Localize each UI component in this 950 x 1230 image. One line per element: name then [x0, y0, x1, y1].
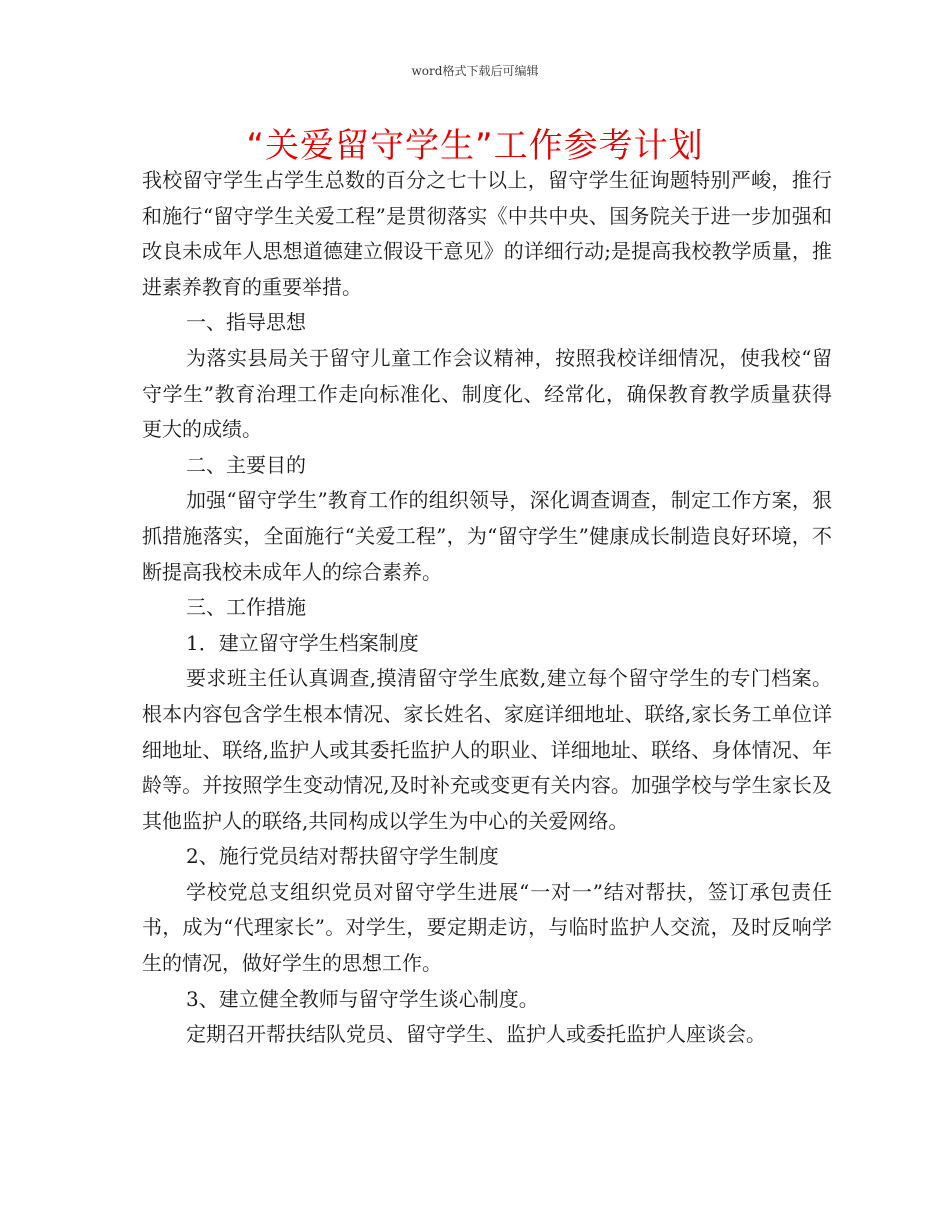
- section-heading-main-goal: 二、主要目的: [186, 452, 306, 477]
- paragraph-archive-system: 要求班主任认真调查,摸清留守学生底数,建立每个留守学生的专门档案。根本内容包含学生根本情况、家长姓名、家庭详细地址、联络,家长务工单位详细地址、联络,监护人或其委托监护人的职业、详细地址、联络、身体情况、年龄等。并按照学生变动情况,及时补充或变更有关内容。加强学校与学生家长及其他监护人的联络,共同构成以学生为中心的关爱网络。: [142, 666, 832, 833]
- header-note: word格式下载后可编辑: [411, 64, 539, 78]
- subheading-party-member-pairing: 2、施行党员结对帮扶留守学生制度: [186, 844, 499, 869]
- subheading-teacher-talks: 3、建立健全教师与留守学生谈心制度。: [186, 986, 539, 1011]
- paragraph-main-goal: 加强“留守学生”教育工作的组织领导，深化调查调查，制定工作方案，狠抓措施落实，全面施行“关爱工程”，为“留守学生”健康成长制造良好环境，不断提高我校未成年人的综合素养。: [142, 488, 832, 584]
- section-heading-measures: 三、工作措施: [186, 595, 306, 620]
- intro-paragraph: 我校留守学生占学生总数的百分之七十以上，留守学生征询题特别严峻，推行和施行“留守学生关爱工程”是贯彻落实《中共中央、国务院关于进一步加强和改良未成年人思想道德建立假设干意见》的详细行动;是提高我校教学质量，推进素养教育的重要举措。: [142, 168, 832, 299]
- paragraph-party-member-pairing: 学校党总支组织党员对留守学生进展“一对一”结对帮扶，签订承包责任书，成为“代理家长”。对学生，要定期走访，与临时监护人交流，及时反响学生的情况，做好学生的思想工作。: [142, 879, 832, 976]
- document-title: “关爱留守学生”工作参考计划: [246, 126, 704, 166]
- paragraph-teacher-talks: 定期召开帮扶结队党员、留守学生、监护人或委托监护人座谈会。: [186, 1022, 766, 1047]
- section-heading-guiding-thought: 一、指导思想: [186, 310, 306, 335]
- subheading-archive-system: 1．建立留守学生档案制度: [186, 630, 419, 655]
- paragraph-guiding-thought: 为落实县局关于留守儿童工作会议精神，按照我校详细情况，使我校“留守学生”教育治理工作走向标准化、制度化、经常化，确保教育教学质量获得更大的成绩。: [142, 345, 832, 442]
- document-body: [142, 163, 832, 1053]
